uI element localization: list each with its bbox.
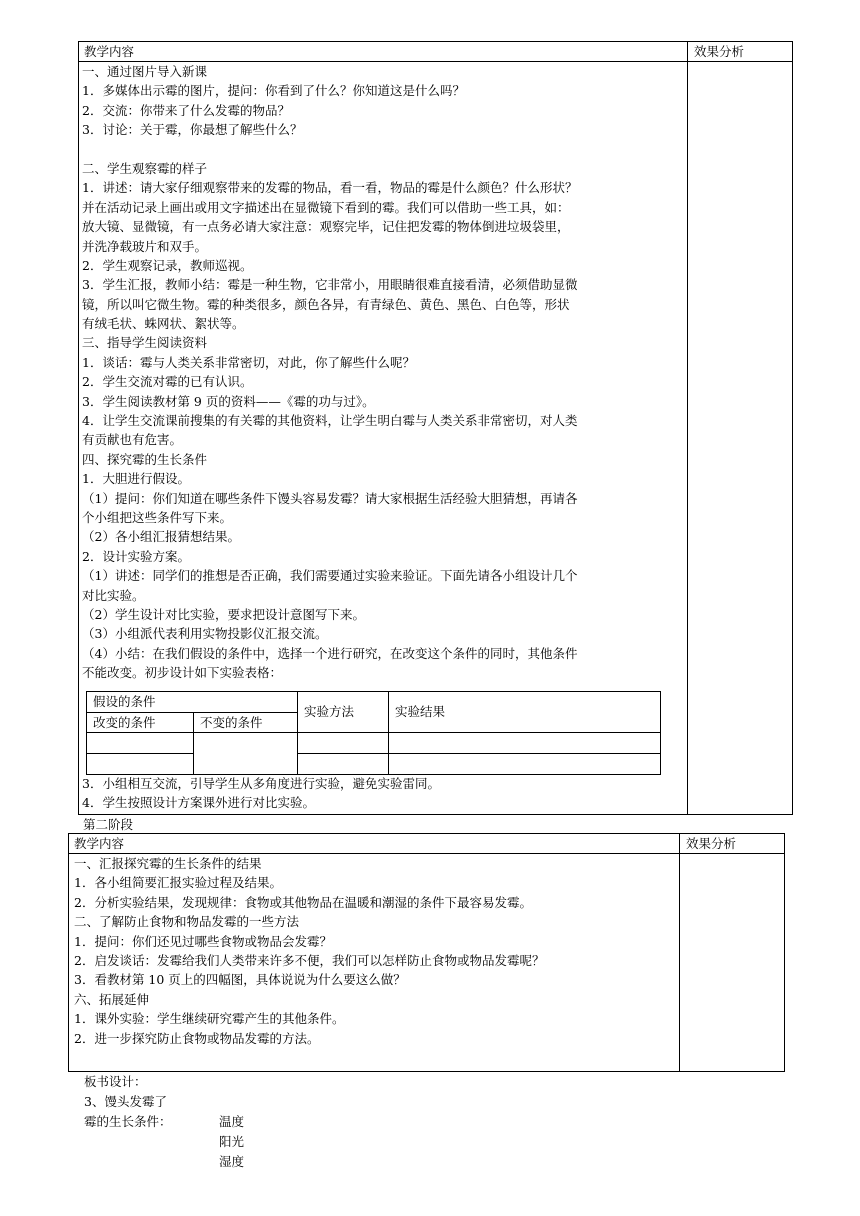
content-line: 2．学生交流对霉的已有认识。 bbox=[82, 374, 253, 390]
stage1-content-after-table bbox=[82, 774, 440, 813]
content-line: 1．谈话：霉与人类关系非常密切，对此，你了解些什么呢？ bbox=[82, 354, 415, 370]
content-line: 2．分析实验结果，发现规律：食物或其他物品在温暖和潮湿的条件下最容易发霉。 bbox=[74, 894, 532, 910]
header-effect-analysis: 效果分析 bbox=[694, 44, 745, 59]
content-line: 个小组把这些条件写下来。 bbox=[82, 509, 233, 525]
header-effect-analysis: 效果分析 bbox=[686, 836, 737, 851]
content-line: 镜，所以叫它微生物。霉的种类很多，颜色各异，有青绿色、黄色、黑色、白色等，形状 bbox=[82, 296, 570, 312]
stage2-content bbox=[74, 854, 544, 1048]
content-line: 1．各小组简要汇报实验过程及结果。 bbox=[74, 875, 282, 891]
method-header: 实验方法 bbox=[298, 692, 389, 733]
content-line: 3．学生阅读教材第 9 页的资料——《霉的功与过》。 bbox=[82, 393, 375, 409]
content-line: 1．大胆进行假设。 bbox=[82, 471, 190, 487]
table-cell bbox=[87, 754, 194, 775]
content-line: （2）各小组汇报猜想结果。 bbox=[82, 529, 240, 545]
content-line: 并在活动记录上画出或用文字描述出在显微镜下看到的霉。我们可以借助一些工具，如： bbox=[82, 199, 570, 215]
content-line: 1．提问：你们还见过哪些食物或物品会发霉？ bbox=[74, 933, 332, 949]
table-cell bbox=[87, 733, 194, 754]
content-line: 一、汇报探究霉的生长条件的结果 bbox=[74, 856, 262, 871]
content-line: （1）提问：你们知道在哪些条件下馒头容易发霉？请大家根据生活经验大胆猜想，再请各 bbox=[82, 490, 578, 506]
content-line: 对比实验。 bbox=[82, 587, 145, 603]
content-line: 3．小组相互交流，引导学生从多角度进行实验，避免实验雷同。 bbox=[82, 776, 440, 791]
content-line: 2．交流：你带来了什么发霉的物品？ bbox=[82, 102, 290, 118]
content-line: 有绒毛状、蛛网状、絮状等。 bbox=[82, 316, 245, 332]
content-line: 一、通过图片导入新课 bbox=[82, 64, 208, 79]
board-title: 3、馒头发霉了 bbox=[84, 1094, 167, 1109]
table-cell bbox=[298, 733, 389, 754]
growth-conditions-label: 霉的生长条件： bbox=[84, 1114, 172, 1129]
content-line: 3．学生汇报，教师小结：霉是一种生物，它非常小，用眼睛很难直接看清，必须借助显微 bbox=[82, 277, 578, 293]
content-line: （3）小组派代表利用实物投影仪汇报交流。 bbox=[82, 626, 328, 642]
content-line: （4）小结：在我们假设的条件中，选择一个进行研究，在改变这个条件的同时，其他条件 bbox=[82, 645, 578, 661]
content-line bbox=[82, 140, 577, 159]
table-cell bbox=[194, 733, 298, 775]
stage1-content bbox=[82, 62, 577, 683]
condition-temperature: 温度 bbox=[219, 1114, 245, 1129]
content-line: 2．设计实验方案。 bbox=[82, 548, 190, 564]
table-cell bbox=[298, 754, 389, 775]
content-line: 二、了解防止食物和物品发霉的一些方法 bbox=[74, 914, 300, 930]
content-line: 2．进一步探究防止食物或物品发霉的方法。 bbox=[74, 1030, 320, 1046]
result-header: 实验结果 bbox=[389, 692, 661, 733]
content-line: 3．讨论：关于霉，你最想了解些什么？ bbox=[82, 122, 303, 138]
content-line: 有贡献也有危害。 bbox=[82, 432, 183, 448]
content-line: （2）学生设计对比实验，要求把设计意图写下来。 bbox=[82, 606, 365, 622]
content-line: 二、学生观察霉的样子 bbox=[82, 160, 208, 176]
header-teaching-content: 教学内容 bbox=[74, 836, 125, 851]
condition-humidity: 湿度 bbox=[219, 1154, 245, 1169]
unchanged-condition-header: 不变的条件 bbox=[194, 713, 298, 733]
content-line: 不能改变。初步设计如下实验表格： bbox=[82, 665, 283, 681]
content-line: （1）讲述：同学们的推想是否正确，我们需要通过实验来验证。下面先请各小组设计几个 bbox=[82, 568, 578, 584]
content-line: 并洗净载玻片和双手。 bbox=[82, 238, 208, 254]
content-line: 1．多媒体出示霉的图片，提问：你看到了什么？你知道这是什么吗？ bbox=[82, 83, 465, 99]
content-line: 4．让学生交流课前搜集的有关霉的其他资料，让学生明白霉与人类关系非常密切，对人类 bbox=[82, 413, 578, 429]
stage2-label: 第二阶段 bbox=[83, 817, 134, 832]
content-line: 1．课外实验：学生继续研究霉产生的其他条件。 bbox=[74, 1011, 345, 1027]
condition-sunlight: 阳光 bbox=[219, 1134, 245, 1149]
board-design-label: 板书设计： bbox=[84, 1074, 147, 1089]
table-cell bbox=[389, 754, 661, 775]
content-line: 2．启发谈话：发霉给我们人类带来许多不便，我们可以怎样防止食物或物品发霉呢？ bbox=[74, 952, 545, 968]
table-cell bbox=[389, 733, 661, 754]
content-line: 4．学生按照设计方案课外进行对比实验。 bbox=[82, 795, 315, 811]
header-teaching-content: 教学内容 bbox=[84, 44, 135, 59]
content-line: 3．看教材第 10 页上的四幅图，具体说说为什么要这么做？ bbox=[74, 972, 406, 988]
content-line: 三、指导学生阅读资料 bbox=[82, 335, 208, 351]
column-divider bbox=[679, 833, 680, 1072]
hypothesis-condition-header: 假设的条件 bbox=[87, 692, 298, 713]
content-line: 1．讲述：请大家仔细观察带来的发霉的物品，看一看，物品的霉是什么颜色？什么形状？ bbox=[82, 180, 578, 196]
content-line: 放大镜、显微镜，有一点务必请大家注意：观察完毕，记住把发霉的物体倒进垃圾袋里， bbox=[82, 219, 570, 235]
changed-condition-header: 改变的条件 bbox=[87, 713, 194, 733]
content-line: 六、拓展延伸 bbox=[74, 991, 150, 1007]
column-divider bbox=[687, 41, 688, 815]
experiment-design-table bbox=[86, 691, 661, 775]
content-line: 2．学生观察记录，教师巡视。 bbox=[82, 257, 253, 273]
content-line: 四、探究霉的生长条件 bbox=[82, 451, 208, 467]
